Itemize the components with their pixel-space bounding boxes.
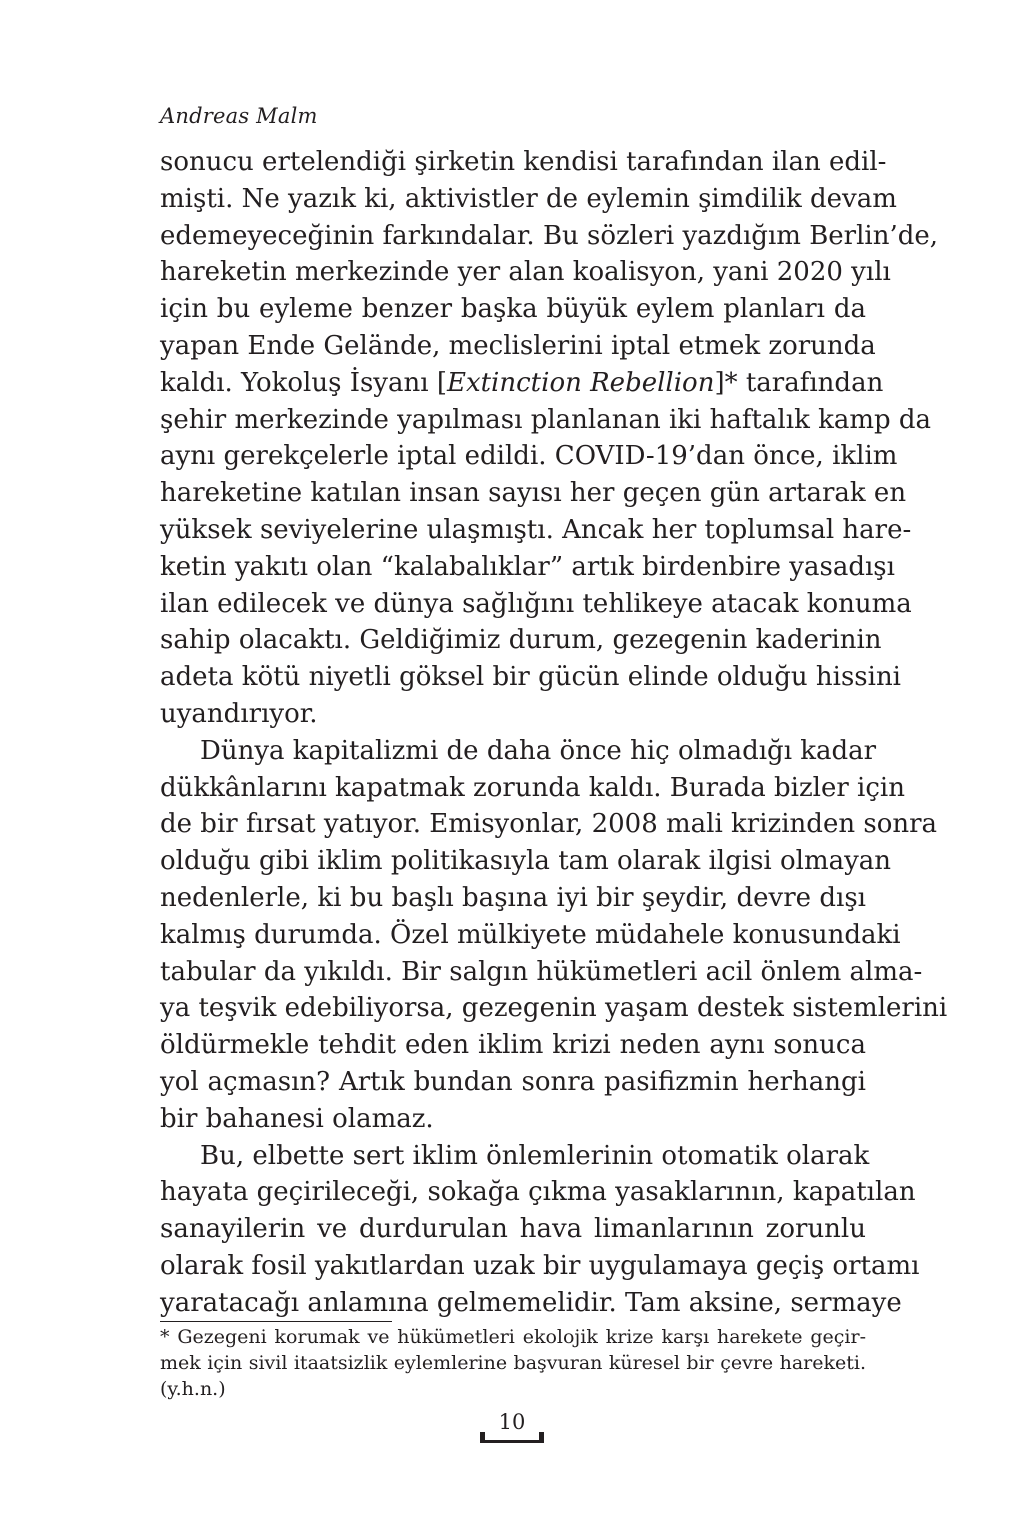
text-line: ilan edilecek ve dünya sağlığını tehlikeye atacak konuma <box>160 588 912 619</box>
text-line: ketin yakıtı olan “kalabalıklar” artık birdenbire yasadışı <box>160 551 895 582</box>
text-line: sahip olacaktı. Geldiğimiz durum, gezegenin kaderinin <box>160 625 882 656</box>
text-line: için bu eyleme benzer başka büyük eylem planları da <box>160 294 866 325</box>
text-line: aynı gerekçelerle iptal edildi. COVID-19’dan önce, iklim <box>160 441 898 472</box>
text-line: olduğu gibi iklim politikasıyla tam olarak ilgisi olmayan <box>160 846 892 877</box>
running-header-author: Andreas Malm <box>160 104 318 128</box>
text-segment: kaldı. Yokoluş İsyanı [ <box>160 367 447 398</box>
text-line: hareketin merkezinde yer alan koalisyon, yani 2020 yılı <box>160 257 891 288</box>
text-line: öldürmekle tehdit eden iklim krizi neden aynı sonuca <box>160 1030 866 1061</box>
body-text <box>160 144 948 1322</box>
text-line: olarak fosil yakıtlardan uzak bir uygulamaya geçiş ortamı <box>160 1250 920 1281</box>
footnote-line: mek için sivil itaatsizlik eylemlerine başvuran küresel bir çevre hareketi. <box>160 1352 866 1374</box>
footnote-divider <box>160 1321 392 1322</box>
text-line: dükkânlarını kapatmak zorunda kaldı. Burada bizler için <box>160 772 905 803</box>
text-segment: ]* tarafından <box>714 367 884 398</box>
text-line: yapan Ende Gelände, meclislerini iptal etmek zorunda <box>160 330 876 361</box>
text-line: tabular da yıkıldı. Bir salgın hükümetleri acil önlem alma- <box>160 956 923 987</box>
text-line: adeta kötü niyetli göksel bir gücün elinde olduğu hissini <box>160 662 901 693</box>
footnote <box>160 1324 866 1402</box>
page-number-underline <box>480 1440 544 1443</box>
text-line: edemeyeceğinin farkındalar. Bu sözleri yazdığım Berlin’de, <box>160 220 939 251</box>
text-line: mişti. Ne yazık ki, aktivistler de eylemin şimdilik devam <box>160 183 897 214</box>
text-line: yaratacağı anlamına gelmemelidir. Tam aksine, sermaye <box>160 1287 902 1318</box>
text-line: nedenlerle, ki bu başlı başına iyi bir şeydir, devre dışı <box>160 882 866 913</box>
text-line: hayata geçirileceği, sokağa çıkma yasaklarının, kapatılan <box>160 1177 916 1208</box>
text-line: uyandırıyor. <box>160 698 318 729</box>
paragraph <box>160 144 939 733</box>
text-line: sonucu ertelendiği şirketin kendisi tarafından ilan edil- <box>160 147 887 177</box>
text-line: şehir merkezinde yapılması planlanan iki haftalık kamp da <box>160 404 932 435</box>
text-line: ya teşvik edebiliyorsa, gezegenin yaşam destek sistemlerini <box>160 993 948 1024</box>
text-line <box>160 365 884 402</box>
italic-term: Extinction Rebellion <box>446 367 715 398</box>
paragraph <box>160 1138 920 1322</box>
text-line: kalmış durumda. Özel mülkiyete müdahele konusundaki <box>160 919 901 950</box>
text-line: yüksek seviyelerine ulaşmıştı. Ancak her toplumsal hare- <box>160 514 912 545</box>
footnote-line: (y.h.n.) <box>160 1378 226 1400</box>
text-line: Bu, elbette sert iklim önlemlerinin otomatik olarak <box>200 1140 870 1171</box>
text-line: yol açmasın? Artık bundan sonra pasifizmin herhangi <box>160 1066 866 1097</box>
text-line: hareketine katılan insan sayısı her geçen gün artarak en <box>160 478 907 509</box>
footnote-line: * Gezegeni korumak ve hükümetleri ekolojik krize karşı harekete geçir- <box>160 1326 866 1348</box>
text-line: bir bahanesi olamaz. <box>160 1103 434 1134</box>
page-number: 10 <box>498 1410 526 1434</box>
text-line: de bir fırsat yatıyor. Emisyonlar, 2008 mali krizinden sonra <box>160 809 938 840</box>
text-line: Dünya kapitalizmi de daha önce hiç olmadığı kadar <box>200 735 877 766</box>
text-line: sanayilerin ve durdurulan hava limanlarının zorunlu <box>160 1214 866 1245</box>
paragraph <box>160 733 948 1138</box>
